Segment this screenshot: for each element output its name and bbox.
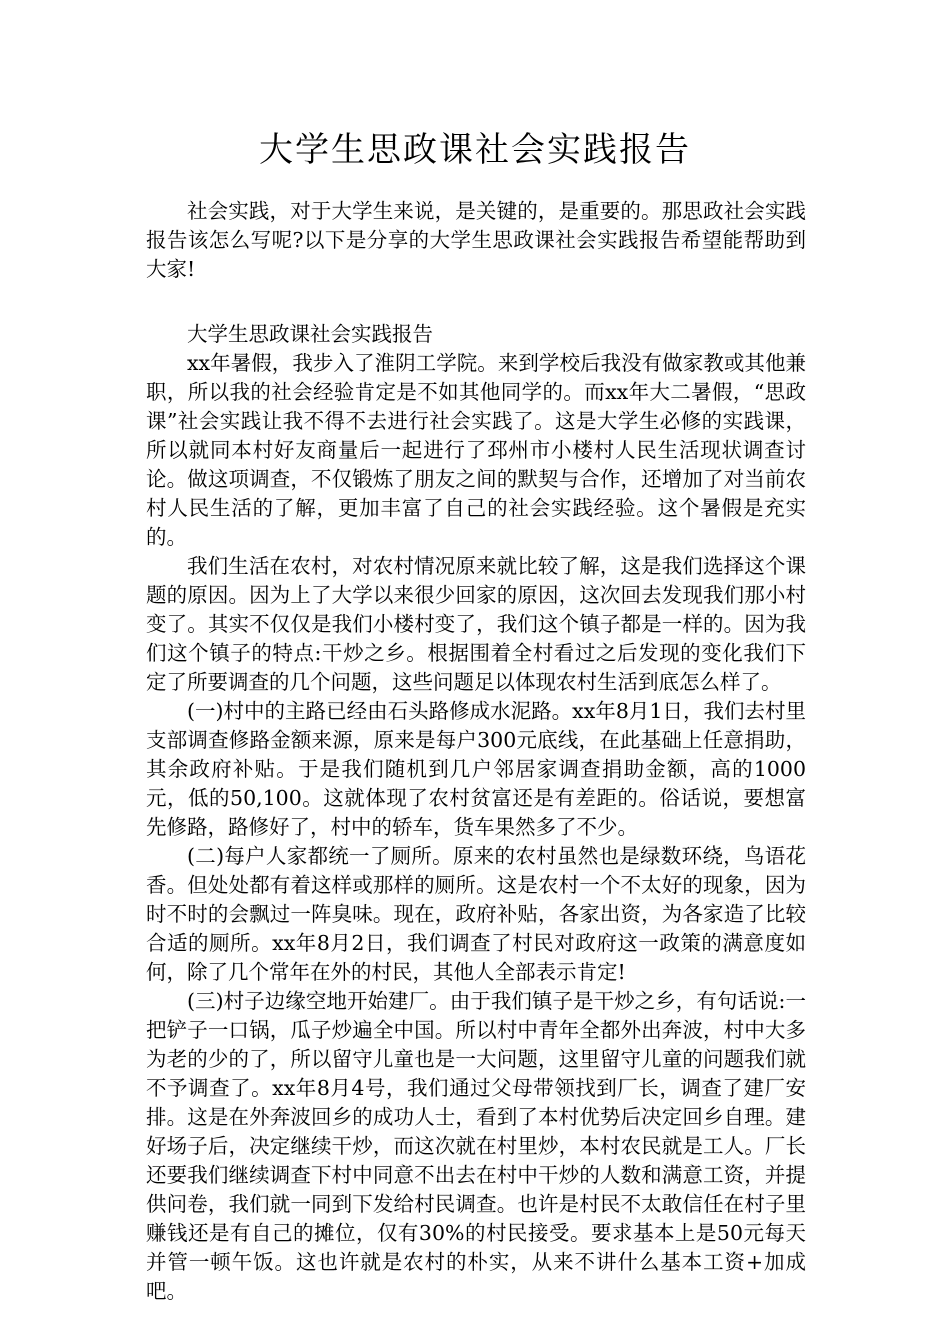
document-body	[146, 197, 806, 1306]
body-paragraph-4: (二)每户人家都统一了厕所。原来的农村虽然也是绿数环绕，鸟语花香。但处处都有着这样或那样的厕所。这是农村一个不太好的现象，因为时不时的会飘过一阵臭味。现在，政府补贴，各家出资，为各家造了比较合适的厕所。xx年8月2日，我们调查了村民对政府这一政策的满意度如何，除了几个常年在外的村民，其他人全部表示肯定!	[146, 844, 806, 984]
document-title: 大学生思政课社会实践报告	[259, 130, 691, 170]
intro-paragraph: 社会实践，对于大学生来说，是关键的，是重要的。那思政社会实践报告该怎么写呢?以下是分享的大学生思政课社会实践报告希望能帮助到大家!	[146, 199, 806, 281]
body-paragraph-3: (一)村中的主路已经由石头路修成水泥路。xx年8月1日，我们去村里支部调查修路金额来源，原来是每户300元底线，在此基础上任意捐助，其余政府补贴。于是我们随机到几户邻居家调查捐助金额，高的1000元，低的50,100。这就体现了农村贫富还是有差距的。俗话说，要想富先修路，路修好了，村中的轿车，货车果然多了不少。	[146, 699, 806, 839]
body-paragraph-1: xx年暑假，我步入了淮阴工学院。来到学校后我没有做家教或其他兼职，所以我的社会经验肯定是不如其他同学的。而xx年大二暑假，“思政课”社会实践让我不得不去进行社会实践了。这是大学生必修的实践课，所以就同本村好友商量后一起进行了邳州市小楼村人民生活现状调查讨论。做这项调查，不仅锻炼了朋友之间的默契与合作，还增加了对当前农村人民生活的了解，更加丰富了自己的社会实践经验。这个暑假是充实的。	[146, 351, 806, 549]
body-paragraph-2: 我们生活在农村，对农村情况原来就比较了解，这是我们选择这个课题的原因。因为上了大学以来很少回家的原因，这次回去发现我们那小村变了。其实不仅仅是我们小楼村变了，我们这个镇子都是一样的。因为我们这个镇子的特点:干炒之乡。根据围着全村看过之后发现的变化我们下定了所要调查的几个问题，这些问题足以体现农村生活到底怎么样了。	[146, 554, 806, 694]
body-paragraph-5: (三)村子边缘空地开始建厂。由于我们镇子是干炒之乡，有句话说:一把铲子一口锅，瓜子炒遍全中国。所以村中青年全都外出奔波，村中大多为老的少的了，所以留守儿童也是一大问题，这里留守儿童的问题我们就不予调查了。xx年8月4号，我们通过父母带领找到厂长，调查了建厂安排。这是在外奔波回乡的成功人士，看到了本村优势后决定回乡自理。建好场子后，决定继续干炒，而这次就在村里炒，本村农民就是工人。厂长还要我们继续调查下村中同意不出去在村中干炒的人数和满意工资，并提供问卷，我们就一同到下发给村民调查。也许是村民不太敢信任在村子里赚钱还是有自己的摊位，仅有30%的村民接受。要求基本上是50元每天并管一顿午饭。这也许就是农村的朴实，从来不讲什么基本工资+加成吧。	[146, 989, 806, 1303]
paragraph-spacer	[146, 284, 806, 320]
report-subtitle: 大学生思政课社会实践报告	[187, 322, 433, 346]
